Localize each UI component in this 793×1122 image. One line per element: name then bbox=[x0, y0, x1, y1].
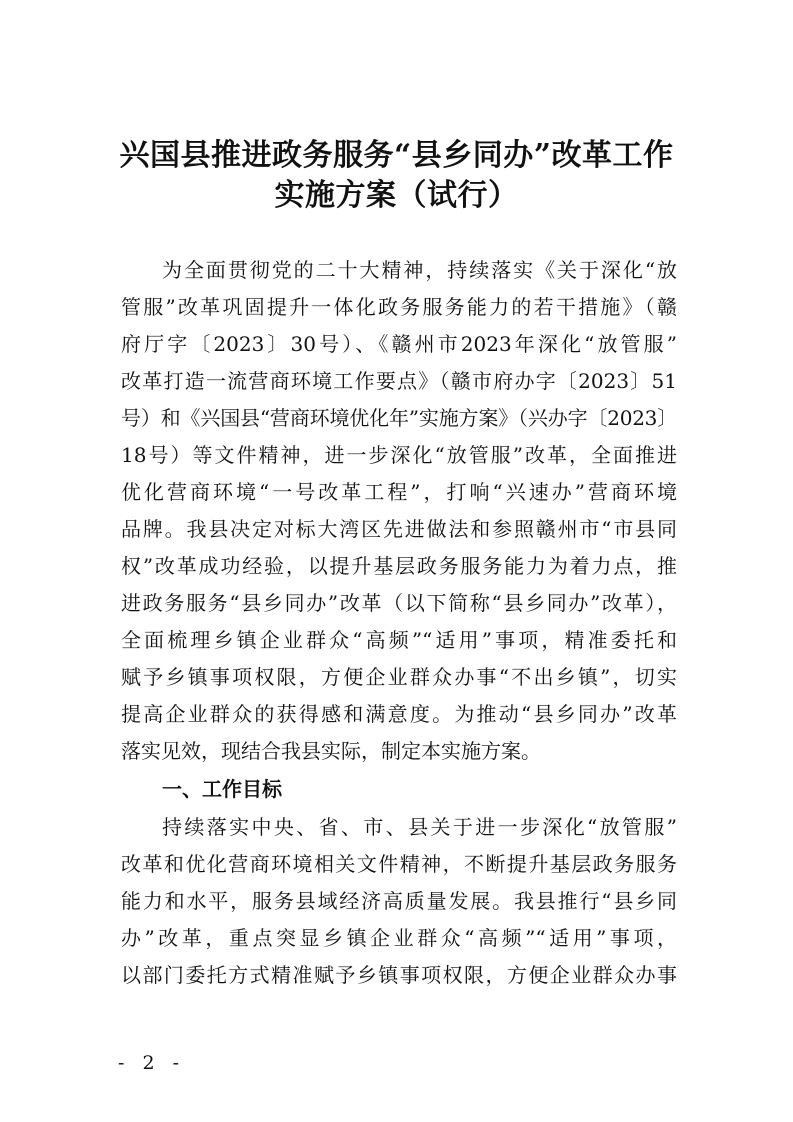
page-number: - 2 - bbox=[118, 1052, 186, 1074]
paragraph-line: 号）和《兴国县“营商环境优化年”实施方案》（兴办字〔2023〕 bbox=[121, 406, 677, 430]
section-heading: 一、工作目标 bbox=[162, 777, 282, 801]
paragraph-line: 办”改革，重点突显乡镇企业群众“高频”“适用”事项， bbox=[121, 926, 677, 950]
paragraph-line: 改革打造一流营商环境工作要点》（赣市府办字〔2023〕51 bbox=[121, 369, 677, 393]
paragraph-line: 提高企业群众的获得感和满意度。为推动“县乡同办”改革 bbox=[121, 702, 677, 726]
title-line-1: 兴国县推进政务服务“县乡同办”改革工作 bbox=[119, 138, 674, 173]
paragraph-line: 管服”改革巩固提升一体化政务服务能力的若干措施》（赣 bbox=[121, 295, 677, 319]
paragraph-line: 以部门委托方式精准赋予乡镇事项权限，方便企业群众办事 bbox=[121, 963, 677, 987]
paragraph-line: 18号）等文件精神，进一步深化“放管服”改革，全面推进 bbox=[121, 443, 677, 467]
paragraph-line: 府厅字〔2023〕30号）、《赣州市2023年深化“放管服” bbox=[121, 332, 677, 356]
paragraph-line: 品牌。我县决定对标大湾区先进做法和参照赣州市“市县同 bbox=[121, 517, 677, 541]
paragraph-line: 改革和优化营商环境相关文件精神，不断提升基层政务服务 bbox=[121, 852, 677, 876]
paragraph-line: 赋予乡镇事项权限，方便企业群众办事“不出乡镇”，切实 bbox=[121, 665, 677, 689]
paragraph-line: 优化营商环境“一号改革工程”，打响“兴速办”营商环境 bbox=[121, 480, 677, 504]
paragraph-line: 能力和水平，服务县域经济高质量发展。我县推行“县乡同 bbox=[121, 889, 677, 913]
paragraph-line: 进政务服务“县乡同办”改革（以下简称“县乡同办”改革）， bbox=[121, 591, 677, 615]
paragraph-line: 持续落实中央、省、市、县关于进一步深化“放管服” bbox=[162, 815, 677, 839]
title-line-2: 实施方案（试行） bbox=[274, 178, 519, 213]
paragraph-line: 为全面贯彻党的二十大精神，持续落实《关于深化“放 bbox=[162, 258, 677, 282]
paragraph-line: 全面梳理乡镇企业群众“高频”“适用”事项，精准委托和 bbox=[121, 628, 677, 652]
paragraph-line: 权”改革成功经验，以提升基层政务服务能力为着力点，推 bbox=[121, 554, 677, 578]
paragraph-line: 落实见效，现结合我县实际，制定本实施方案。 bbox=[121, 739, 541, 763]
